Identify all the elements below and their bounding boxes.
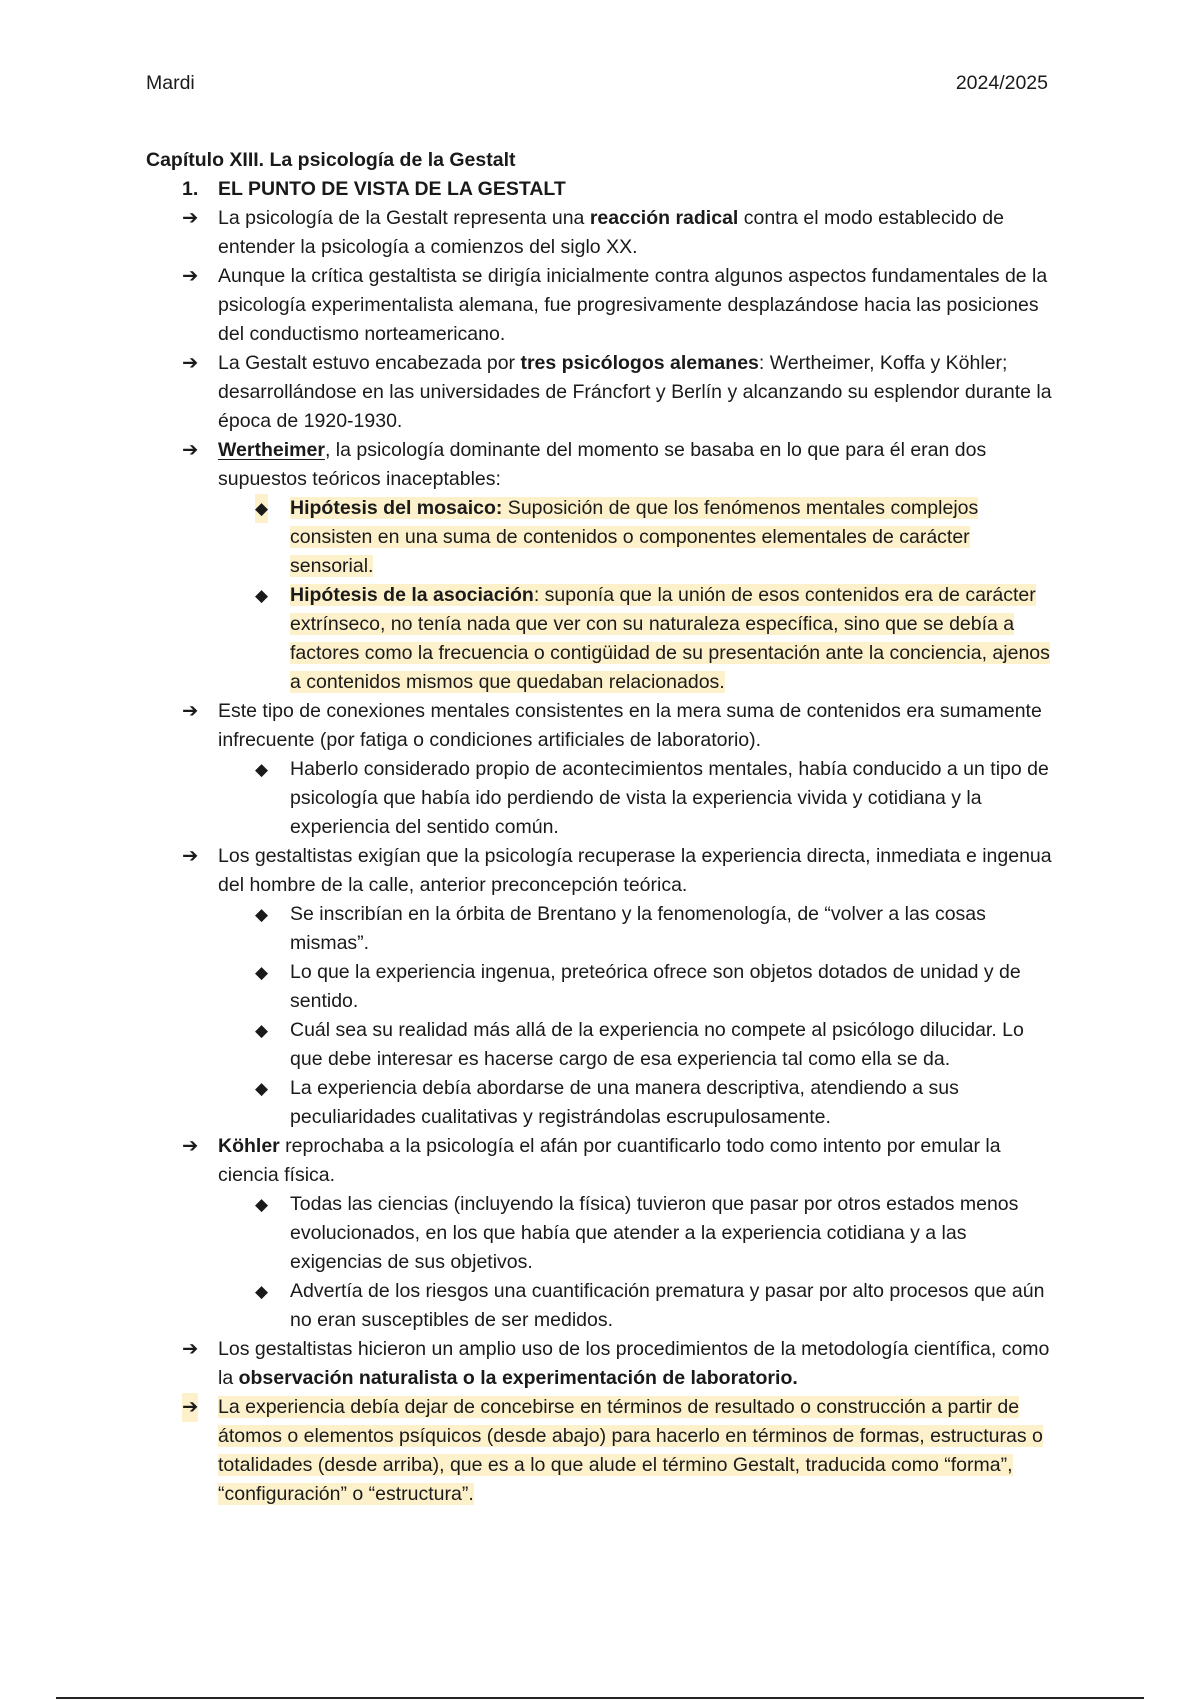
text: Advertía de los riesgos una cuantificación prematura y pasar por alto procesos que aún no eran susceptibles de ser medidos. <box>290 1280 1045 1331</box>
list-item <box>146 349 1058 436</box>
text: Este tipo de conexiones mentales consistentes en la mera suma de contenidos era sumamente infrecuente (por fatiga o condiciones artificiales de laboratorio). <box>218 700 1042 751</box>
arrow-icon: ➔ <box>182 1338 199 1360</box>
bold-text: Hipótesis del mosaico: <box>290 497 503 519</box>
list-item <box>146 204 1058 262</box>
text: La psicología de la Gestalt representa una <box>218 207 590 229</box>
diamond-icon: ◆ <box>255 1079 269 1098</box>
bold-text: tres psicólogos alemanes <box>520 352 759 374</box>
bold-text: Köhler <box>218 1135 280 1157</box>
list-item <box>146 1335 1058 1393</box>
text: Todas las ciencias (incluyendo la física) tuvieron que pasar por otros estados menos evolucionados, en los que había que atender a la experiencia cotidiana y a las exigencias de sus objetivos. <box>290 1193 1019 1273</box>
bold-text: Hipótesis de la asociación <box>290 584 534 606</box>
footer-divider <box>56 1697 1144 1699</box>
diamond-icon: ◆ <box>255 1282 269 1301</box>
arrow-icon: ➔ <box>182 1393 198 1422</box>
highlighted-text <box>290 584 1050 693</box>
text: Los gestaltistas exigían que la psicología recuperase la experiencia directa, inmediata e ingenua del hombre de la calle, anterior preconcepción teórica. <box>218 845 1052 896</box>
sub-list-item <box>146 1074 1058 1132</box>
sub-list-item <box>146 494 1058 581</box>
section-heading <box>146 175 1058 204</box>
list-item <box>146 1132 1058 1190</box>
section-number: 1. <box>182 178 199 200</box>
arrow-icon: ➔ <box>182 700 199 722</box>
diamond-icon: ◆ <box>255 963 269 982</box>
text: : Wertheimer, Koffa y Köhler; desarrollándose en las universidades de Fráncfort y Berlín y alcanzando su esplendor durante la época de 1920-1930. <box>218 352 1052 432</box>
sub-list-item <box>146 900 1058 958</box>
text: Lo que la experiencia ingenua, preteórica ofrece son objetos dotados de unidad y de sentido. <box>290 961 1021 1012</box>
diamond-icon: ◆ <box>255 494 268 523</box>
diamond-icon: ◆ <box>255 1021 269 1040</box>
text: Haberlo considerado propio de acontecimientos mentales, había conducido a un tipo de psicología que había ido perdiendo de vista la experiencia vivida y cotidiana y la experiencia del sentido común. <box>290 758 1049 838</box>
sub-list-item <box>146 755 1058 842</box>
list-item <box>146 842 1058 900</box>
diamond-icon: ◆ <box>255 905 269 924</box>
text: contra el modo establecido de entender la psicología a comienzos del siglo XX. <box>218 207 1004 258</box>
highlighted-text: La experiencia debía dejar de concebirse en términos de resultado o construcción a partir de átomos o elementos psíquicos (desde abajo) para hacerlo en términos de formas, estructuras o totalidades (desde arriba), que es a lo que alude el término Gestalt, traducida como “forma”, “configuración” o “estructura”. <box>218 1396 1043 1505</box>
text: : suponía que la unión de esos contenidos era de carácter extrínseco, no tenía nada que ver con su naturaleza específica, sino que se debía a factores como la frecuencia o contigüidad de su presentación ante la conciencia, ajenos a contenidos mismos que quedaban relacionados. <box>290 584 1050 693</box>
arrow-icon: ➔ <box>182 845 199 867</box>
arrow-icon: ➔ <box>182 1135 199 1157</box>
header-year: 2024/2025 <box>955 72 1048 94</box>
diamond-icon: ◆ <box>255 760 269 779</box>
chapter-title: Capítulo XIII. La psicología de la Gestalt <box>146 149 516 171</box>
diamond-icon: ◆ <box>255 1195 269 1214</box>
highlighted-text <box>290 497 978 577</box>
bold-underlined-text: Wertheimer <box>218 439 325 461</box>
sub-list-item <box>146 1277 1058 1335</box>
list-item <box>146 262 1058 349</box>
text: reprochaba a la psicología el afán por cuantificarlo todo como intento por emular la ciencia física. <box>218 1135 1001 1186</box>
text: Se inscribían en la órbita de Brentano y la fenomenología, de “volver a las cosas mismas”. <box>290 903 986 954</box>
page-header <box>146 72 1048 98</box>
list-item <box>146 1393 1058 1509</box>
sub-list-item <box>146 958 1058 1016</box>
arrow-icon: ➔ <box>182 439 199 461</box>
text: La Gestalt estuvo encabezada por <box>218 352 521 374</box>
arrow-icon: ➔ <box>182 265 199 287</box>
list-item <box>146 697 1058 755</box>
text: Cuál sea su realidad más allá de la experiencia no compete al psicólogo dilucidar. Lo que debe interesar es hacerse cargo de esa experiencia tal como ella se da. <box>290 1019 1024 1070</box>
text: Suposición de que los fenómenos mentales complejos consisten en una suma de contenidos o componentes elementales de carácter sensorial. <box>290 497 979 577</box>
text: , la psicología dominante del momento se basaba en lo que para él eran dos supuestos teóricos inaceptables: <box>218 439 987 490</box>
section-title: EL PUNTO DE VISTA DE LA GESTALT <box>218 178 566 200</box>
document-body <box>146 146 1058 1509</box>
bold-text: reacción radical <box>589 207 739 229</box>
arrow-icon: ➔ <box>182 352 199 374</box>
text: La experiencia debía abordarse de una manera descriptiva, atendiendo a sus peculiaridades cualitativas y registrándolas escrupulosamente. <box>290 1077 959 1128</box>
list-item <box>146 436 1058 494</box>
text: Aunque la crítica gestaltista se dirigía inicialmente contra algunos aspectos fundamentales de la psicología experimentalista alemana, fue progresivamente desplazándose hacia las posiciones del conductismo norteamericano. <box>218 265 1048 345</box>
arrow-icon: ➔ <box>182 207 199 229</box>
diamond-icon: ◆ <box>255 586 269 605</box>
sub-list-item <box>146 1190 1058 1277</box>
sub-list-item <box>146 1016 1058 1074</box>
sub-list-item <box>146 581 1058 697</box>
text: Los gestaltistas hicieron un amplio uso de los procedimientos de la metodología científica, como la <box>218 1338 1050 1389</box>
header-day: Mardi <box>146 72 195 94</box>
bold-text: observación naturalista o la experimentación de laboratorio. <box>238 1367 798 1389</box>
